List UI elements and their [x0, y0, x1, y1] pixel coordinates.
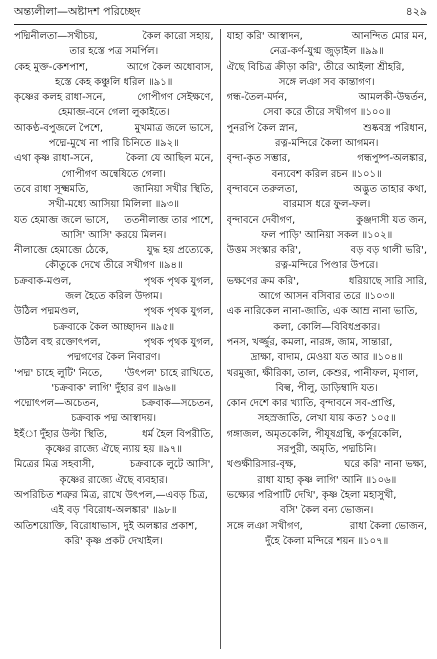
verse-segment: হস্তে কেহ কঞ্চুলি ধরিল ॥৯১॥	[55, 76, 173, 88]
verse-line	[227, 503, 428, 518]
verse-line	[14, 29, 214, 44]
verse-line	[14, 320, 214, 335]
verse-segment: রাধা কৈলা ভোজন,	[349, 520, 427, 532]
verse-segment: পদ্মোৎপল—অচেতন,	[14, 398, 99, 410]
verse-segment: কৃষ্ণের রাজ্যে ঐছে ন্যায় হয় ॥৯৭॥	[45, 444, 183, 456]
verse-line	[227, 366, 428, 381]
verse-line	[227, 258, 428, 273]
verse-segment: সঙ্গে লঞা সখীগণ,	[226, 520, 303, 532]
verse-line	[14, 60, 214, 75]
verse-segment: ঐছে বিচিত্র ক্রীড়া করি', তীরে আইলা শ্রীহরি,	[226, 61, 405, 73]
verse-segment: গন্ধপুষ্প-অলঙ্কার,	[357, 153, 427, 165]
verse-segment: বৃন্দাবনে তরুলতা,	[226, 183, 298, 195]
verse-line	[227, 213, 428, 228]
verse-segment: পদ্মিনীলতা—সখীচয়,	[14, 31, 98, 42]
verse-segment: কেহ মুক্ত-কেশপাশ,	[14, 61, 89, 73]
verse-line	[14, 427, 214, 442]
verse-line	[227, 335, 428, 350]
verse-segment: জল হৈতে করিল উদ্গম।	[65, 291, 163, 303]
verse-segment: চক্রবাকে লুটে আসি',	[129, 459, 214, 471]
verse-line	[227, 197, 428, 212]
verse-segment: চক্রবাক পদ্ম আস্বাদয়।	[71, 413, 157, 425]
verse-line	[227, 304, 428, 319]
verse-segment: চক্রবাক-মণ্ডল,	[14, 275, 72, 287]
verse-line	[227, 473, 428, 488]
verse-line	[14, 534, 214, 549]
verse-line	[14, 213, 214, 228]
verse-line	[14, 488, 214, 503]
verse-segment: কৌতুকে দেখে তীরে সখীগণ ॥৯৪॥	[44, 260, 183, 272]
verse-line	[14, 243, 214, 258]
verse-segment: সরপুরী, অমৃতি, পদ্মচিনি।	[277, 444, 377, 456]
verse-segment: যত হেমাব্জ জলে ভাসে,	[14, 214, 110, 226]
verse-segment: আনন্দিত মোর মন,	[351, 31, 427, 42]
verse-segment: ততনীলাব্জ তার পাশে,	[124, 214, 214, 226]
verse-segment: 'চক্রবাক' লাগি' দুঁহার রণ ॥৯৬॥	[51, 382, 177, 394]
verse-segment: উঠিল বহু রক্তোৎপল,	[14, 336, 101, 348]
verse-line	[227, 105, 428, 120]
verse-line	[14, 350, 214, 365]
verse-line	[227, 411, 428, 426]
verse-line	[227, 381, 428, 396]
verse-segment: করি' কৃষ্ণ প্রকট দেখাইল।	[64, 535, 163, 547]
verse-line	[14, 457, 214, 472]
verse-line	[14, 151, 214, 166]
verse-segment: পদ্মগণের কৈল নিবারণ।	[67, 352, 161, 364]
verse-line	[14, 289, 214, 304]
verse-line	[14, 258, 214, 273]
verse-segment: ইহঁা দুঁহার উল্টা স্থিতি,	[14, 428, 108, 440]
verse-segment: কৃষ্ণের কলহ রাধা-সনে,	[14, 92, 106, 104]
verse-segment: বারমাস ধরে ফুল-ফল।	[283, 199, 371, 211]
verse-segment: উঠিল পদ্মমণ্ডল,	[14, 306, 80, 318]
verse-segment: মিত্রের মিত্র সহবাসী,	[14, 459, 95, 471]
verse-line	[14, 121, 214, 136]
verse-segment: শুষ্কবস্ত্র পরিধান,	[363, 122, 427, 134]
verse-line	[227, 121, 428, 136]
verse-segment: ধর্ম হৈল বিপরীতি,	[142, 428, 214, 440]
verse-line	[227, 228, 428, 243]
verse-segment: কৃষ্ণের রাজ্যে ঐছে ব্যবহার।	[59, 474, 168, 486]
verse-segment: সখী-মধ্যে আসিয়া মিলিলা ॥৯৩॥	[48, 199, 180, 211]
verse-segment: রত্ন-মন্দিরে পিণ্ডার উপরে।	[275, 260, 379, 272]
running-title: অন্ত্যলীলা—অষ্টাদশ পরিচ্ছেদ	[14, 5, 141, 18]
verse-line	[227, 44, 428, 59]
verse-segment: অদ্ভুত তাহার কথা,	[353, 183, 427, 195]
verse-line	[14, 228, 214, 243]
verse-segment: যাহা করি' আস্বাদন,	[226, 31, 303, 42]
verse-segment: ফল পাড়ি' আনিয়া সকল ॥১০২॥	[261, 229, 393, 241]
verse-segment: গোপীগণ অন্বেষিতে গেলা।	[61, 168, 167, 180]
page-number: ৪২৯	[405, 5, 427, 18]
verse-segment: পৃথক পৃথক যুগল,	[143, 275, 214, 287]
verse-segment: গঙ্গাজল, অমৃতকেলি, পীযূষগ্রন্থি, কর্পূরকেলি,	[226, 428, 403, 440]
verse-line	[227, 60, 428, 75]
verse-segment: রত্ন-মন্দিরে কৈলা আগমন।	[275, 138, 379, 150]
verse-line	[14, 335, 214, 350]
verse-segment: গোপীগণ সেইক্ষণে,	[137, 92, 214, 104]
verse-segment: অতিশয়োক্তি, বিরোধাভাস, দুই অলঙ্কার প্রকাশ,	[14, 520, 198, 532]
verse-segment: বিল্ব, পীলু, ডাড়িম্বাদি যত।	[275, 382, 378, 394]
verse-segment: পৃথক পৃথক যুগল,	[143, 336, 214, 348]
verse-line	[14, 182, 214, 197]
verse-segment: ঘরে করি' নানা ভক্ষ্য,	[344, 459, 427, 471]
verse-segment: পুনরপি কৈল স্নান,	[226, 122, 298, 134]
verse-segment: এক নারিকেল নানা-জাতি, এক আম্র নানা ভাতি,	[226, 306, 418, 318]
verse-line	[227, 427, 428, 442]
verse-segment: খরমুজা, ক্ষীরিকা, তাল, কেশুর, পানীফল, মৃণাল,	[226, 367, 419, 379]
verse-segment: উত্তম সংস্কার করি',	[226, 245, 302, 257]
verse-line	[14, 75, 214, 90]
verse-line	[14, 396, 214, 411]
verse-line	[227, 151, 428, 166]
verse-segment: কুঞ্জদাসী যত জন,	[356, 214, 427, 226]
verse-segment: আসি' আসি' করয়ে মিলন।	[61, 229, 167, 241]
verse-segment: গন্ধ-তৈল-মর্দন,	[226, 92, 288, 104]
verse-segment: ভক্ষ্যের পরিপাটি দেখি', কৃষ্ণ হৈলা মহাসুখী,	[226, 489, 397, 501]
verse-line	[14, 197, 214, 212]
verse-segment: পৃথক পৃথক যুগল,	[143, 306, 214, 318]
verse-line	[14, 44, 214, 59]
header-rule	[14, 24, 427, 25]
verse-segment: কৈল কারো সহায়,	[142, 31, 214, 42]
verse-line	[227, 442, 428, 457]
verse-segment: বৃন্দা-কৃত সম্ভার,	[226, 153, 291, 165]
verse-line	[14, 136, 214, 151]
verse-segment: সঙ্গে লঞা সব কান্তাগণ।	[278, 76, 375, 88]
verse-line	[227, 457, 428, 472]
verse-line	[227, 182, 428, 197]
verse-line	[227, 75, 428, 90]
verse-segment: কোন দেশে কার খ্যাতি, বৃন্দাবনে সব-প্রাপ্তি,	[226, 398, 396, 410]
verse-segment: সেবা করে তীরে সখীগণ ॥১০০॥	[262, 107, 391, 119]
verse-line	[14, 381, 214, 396]
verse-segment: তার হস্তে পত্র সমর্পিল।	[69, 46, 159, 58]
verse-line	[14, 473, 214, 488]
verse-line	[14, 274, 214, 289]
verse-line	[227, 243, 428, 258]
verse-line	[227, 396, 428, 411]
left-column	[14, 29, 221, 649]
verse-segment: চক্রবাকে কৈল আচ্ছাদন ॥৯৫॥	[53, 321, 175, 333]
verse-segment: আকণ্ঠ-বপুজলে পৈশে,	[14, 122, 104, 134]
verse-segment: ধরিয়াছে সারি সারি,	[348, 275, 427, 287]
right-column	[221, 29, 428, 649]
verse-segment: 'উৎপল' চাহে রাখিতে,	[124, 367, 214, 379]
verse-segment: নীলাব্জে হেমাব্জে ঠেকে,	[14, 245, 109, 257]
verse-line	[14, 519, 214, 534]
verse-segment: অপরিচিত শত্রুর মিত্র, রাখে উৎপল,—এবড় চিত্র,	[14, 489, 208, 501]
verse-line	[227, 289, 428, 304]
verse-segment: রাধা যাহা কৃষ্ণ লাগি' আনি ॥১০৬॥	[257, 474, 397, 486]
page-header	[14, 6, 427, 22]
verse-line	[227, 350, 428, 365]
verse-line	[14, 411, 214, 426]
verse-line	[227, 29, 428, 44]
verse-segment: তবে রাধা সূক্ষ্মমতি,	[14, 183, 89, 195]
text-columns	[14, 29, 427, 649]
verse-segment: বৃন্দাবনে দেবীগণ,	[226, 214, 296, 226]
verse-segment: সহস্রজাতি, লেখা যায় কত? ১০৫॥	[257, 413, 396, 425]
verse-segment: জানিয়া সখীর স্থিতি,	[133, 183, 214, 195]
verse-segment: পদ্মে-মুখে না পারি চিনিতে ॥৯২॥	[48, 138, 179, 150]
verse-segment: 'পদ্ম' চাহে লুটি' নিতে,	[14, 367, 103, 379]
verse-segment: চক্রবাক—সচেতন,	[141, 398, 214, 410]
verse-line	[14, 304, 214, 319]
verse-line	[227, 274, 428, 289]
verse-line	[14, 366, 214, 381]
verse-line	[14, 503, 214, 518]
verse-segment: কলা, কোলি—বিবিধপ্রকার।	[273, 321, 381, 333]
verse-segment: এই বড় 'বিরোধ-অলঙ্কার' ॥৯৮॥	[50, 505, 177, 517]
verse-segment: বন্যবেশ করিল রচন ॥১০১॥	[271, 168, 382, 180]
verse-segment: নেত্র-কর্ণ-যুগ্ম জুড়াইল ॥৯৯॥	[269, 46, 384, 58]
verse-line	[227, 90, 428, 105]
verse-line	[227, 488, 428, 503]
verse-segment: মুখমাত্র জলে ভাসে,	[134, 122, 214, 134]
verse-line	[227, 519, 428, 534]
verse-segment: বড় বড় থালী ভরি',	[350, 245, 427, 257]
verse-segment: পনস, খর্জ্জুর, কমলা, নারঙ্গ, জাম, সান্তারা,	[226, 336, 393, 348]
verse-segment: দ্রাক্ষা, বাদাম, মেওয়া যত আর ॥১০৪॥	[250, 352, 403, 364]
verse-segment: আগে কৈল অধোবাস,	[126, 61, 214, 73]
verse-segment: আমলকী-উদ্বর্তন,	[358, 92, 427, 104]
verse-segment: কৈলা যে আছিল মনে,	[126, 153, 214, 165]
verse-segment: এথা কৃষ্ণ রাধা-সনে,	[14, 153, 94, 165]
verse-segment: দুঁহে কৈলা মন্দিরে শয়ন ॥১০৭॥	[265, 535, 389, 547]
verse-line	[227, 320, 428, 335]
verse-line	[227, 534, 428, 549]
verse-segment: যুদ্ধ হয় প্রত্যেকে,	[146, 245, 214, 257]
verse-segment: ভক্ষণের ক্রম করি',	[226, 275, 300, 287]
verse-line	[227, 136, 428, 151]
verse-line	[14, 90, 214, 105]
verse-line	[14, 167, 214, 182]
verse-segment: বসি' কৈল বন্য ভোজন।	[280, 505, 374, 517]
verse-line	[14, 442, 214, 457]
verse-segment: আগে আসন বসিবার তরে ॥১০৩॥	[258, 291, 395, 303]
verse-line	[14, 105, 214, 120]
verse-segment: হেমাব্জ-বনে গেলা লুকাইতে।	[57, 107, 170, 119]
verse-segment: খণ্ডক্ষীরিসার-বৃক্ষ,	[226, 459, 297, 471]
verse-line	[227, 167, 428, 182]
